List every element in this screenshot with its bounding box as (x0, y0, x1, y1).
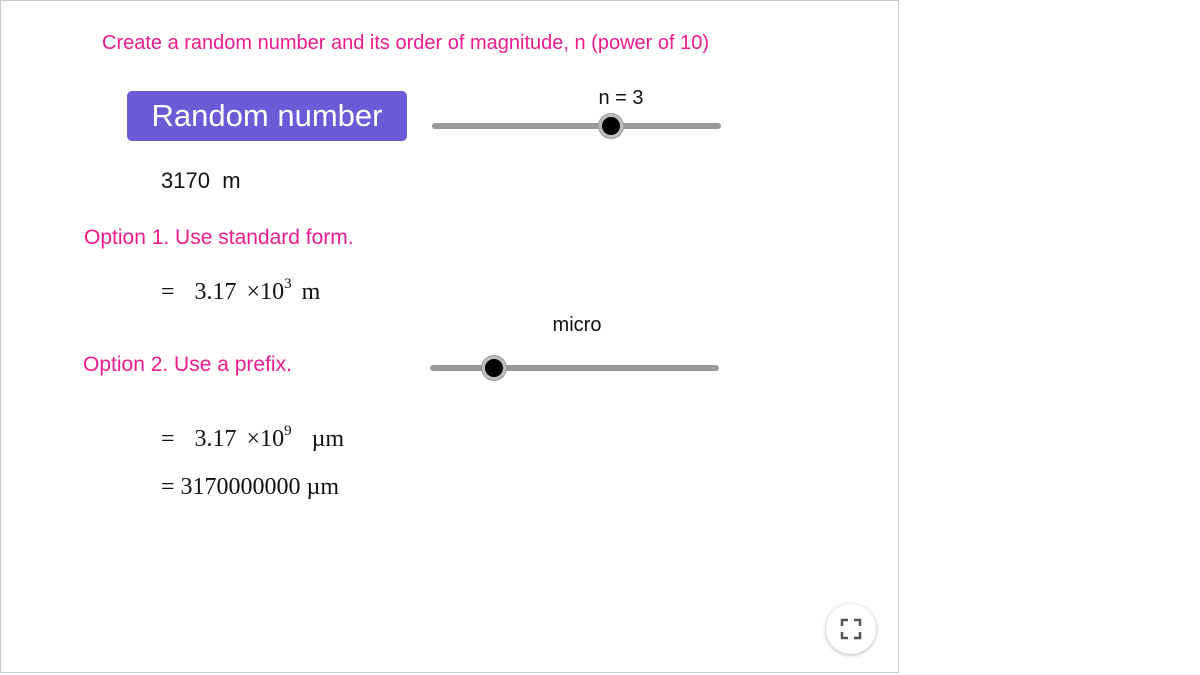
prefix-slider-label: micro (552, 314, 602, 336)
equals-sign: = (161, 279, 175, 305)
equals-sign: = (161, 474, 175, 500)
option1-label: Option 1. Use standard form. (84, 226, 354, 249)
prefix-form-equation (161, 423, 345, 453)
exponent: 3 (284, 276, 292, 292)
times-ten: ×10 (246, 279, 285, 305)
slider-n-label: n = 3 (598, 87, 644, 109)
instruction-text: Create a random number and its order of magnitude, n (power of 10) (102, 32, 709, 54)
prefix-full-equation (161, 474, 339, 501)
unit: m (301, 279, 321, 305)
option2-label: Option 2. Use a prefix. (83, 353, 292, 376)
slider-n-knob[interactable] (599, 114, 623, 138)
fullscreen-button[interactable] (826, 604, 876, 654)
number-unit: m (222, 168, 241, 193)
exponent: 9 (284, 423, 292, 439)
mantissa: 3.17 (194, 279, 237, 305)
standard-form-equation (161, 276, 321, 306)
random-number-button[interactable]: Random number (127, 91, 407, 141)
times-ten: ×10 (246, 426, 285, 452)
random-number-value (161, 168, 241, 194)
slider-n-track[interactable] (432, 123, 721, 129)
mantissa: 3.17 (194, 426, 237, 452)
prefix-slider-knob[interactable] (482, 356, 506, 380)
unit: µm (306, 474, 340, 500)
unit: µm (311, 426, 345, 452)
prefix-slider-track[interactable] (430, 365, 719, 371)
equals-sign: = (161, 426, 175, 452)
fullscreen-icon (840, 618, 862, 640)
number-value: 3170 (161, 168, 210, 193)
full-value: 3170000000 (180, 474, 301, 500)
